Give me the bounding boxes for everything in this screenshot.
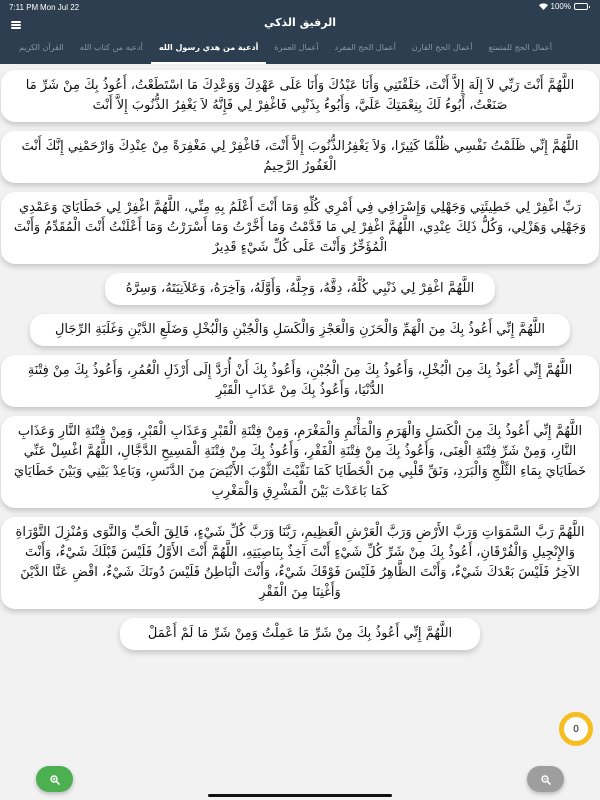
tab-bar — [0, 36, 600, 64]
tab-hajj-tamattu[interactable]: أعمال الحج للمتمتع — [488, 43, 552, 52]
zoom-out-button[interactable] — [527, 766, 564, 792]
dua-card[interactable]: اللَّهُمَّ أَنْتَ رَبِّي لاَ إِلَهَ إِلاَّ أَنْتَ، خَلَقْتَنِي وَأَنَا عَبْدُكَ وَأَنَا عَلَى عَهْدِكَ وَوَعْدِكَ مَا اسْتَطَعْتُ، أَعُوذُ بِكَ مِنْ شَرِّ مَا صَنَعْتُ، أَبُوءُ لَكَ بِنِعْمَتِكَ عَلَيَّ، وَأَبُوءُ بِذَنْبِي فَاغْفِرْ لِي فَإِنَّهُ لاَ يَغْفِرُ الذُّنُوبَ إِلاَّ أَنْتَ — [1, 70, 599, 122]
app-header — [0, 0, 600, 64]
status-date: Mon Jul 22 — [40, 3, 80, 12]
dua-card[interactable]: رَبِّ اغْفِرْ لِي خَطِيئَتِي وَجَهْلِي وَإِسْرَافِي فِي أَمْرِي كُلِّهِ وَمَا أَنْتَ أَعْلَمُ بِهِ مِنِّي، اللَّهُمَّ اغْفِرْ لِي خَطَايَايَ وَعَمْدِي وَجَهْلِي وَهَزْلِي، وَكُلُّ ذَلِكَ عِنْدِي، اللَّهُمَّ اغْفِرْ لِي مَا قَدَّمْتُ وَمَا أَخَّرْتُ وَمَا أَسْرَرْتُ وَمَا أَعْلَنْتُ أَنْتَ الْمُقَدِّمُ وَأَنْتَ الْمُؤَخِّرُ وَأَنْتَ عَلَى كُلِّ شَيْءٍ قَدِيرٌ — [1, 192, 599, 264]
zoom-in-icon — [50, 770, 60, 789]
tab-holy-quran[interactable]: القرآن الكريم — [18, 43, 64, 52]
status-indicators — [539, 2, 588, 11]
dua-card[interactable]: اللَّهُمَّ رَبَّ السَّمَوَاتِ وَرَبَّ الأَرْضِ وَرَبَّ الْعَرْشِ الْعَظِيمِ، رَبَّنَا وَرَبَّ كُلِّ شَيْءٍ، فَالِقَ الْحَبِّ وَالنَّوَى وَمُنْزِلَ التَّوْرَاةِ وَالإِنْجِيلِ وَالْفُرْقَانِ، أَعُوذُ بِكَ مِنْ شَرِّ كُلِّ شَيْءٍ أَنْتَ آخِذٌ بِنَاصِيَتِهِ، اللَّهُمَّ أَنْتَ الأَوَّلُ فَلَيْسَ قَبْلَكَ شَيْءٌ، وَأَنْتَ الآخِرُ فَلَيْسَ بَعْدَكَ شَيْءٌ، وَأَنْتَ الظَّاهِرُ فَلَيْسَ فَوْقَكَ شَيْءٌ، وَأَنْتَ الْبَاطِنُ فَلَيْسَ دُونَكَ شَيْءٌ، اقْضِ عَنَّا الدَّيْنَ وَأَغْنِنَا مِنَ الْفَقْرِ — [1, 517, 599, 609]
tab-hajj-qiran[interactable]: أعمال الحج القارن — [411, 43, 473, 52]
counter-badge[interactable] — [559, 712, 593, 746]
zoom-in-button[interactable] — [36, 766, 73, 792]
status-bar — [0, 0, 600, 16]
home-indicator — [208, 794, 392, 797]
tab-hajj-ifrad[interactable]: أعمال الحج المفرد — [334, 43, 396, 52]
dua-card[interactable]: اللَّهُمَّ اغْفِرْ لِي ذَنْبِي كُلَّهُ، دِقَّهُ، وَجِلَّهُ، وَأَوَّلَهُ، وَآخِرَهُ، وَعَلاَنِيَتَهُ، وَسِرَّهُ — [105, 273, 495, 305]
tab-prophet-duas[interactable]: أدعية من هدي رسول الله — [151, 36, 267, 64]
zoom-out-icon — [541, 770, 551, 789]
tab-quran-duas[interactable]: أدعية من كتاب الله — [79, 43, 143, 52]
dua-card[interactable]: اللَّهُمَّ إِنِّي أَعُوذُ بِكَ مِنَ الْكَسَلِ وَالْهَرَمِ وَالْمَأْثَمِ وَالْمَغْرَمِ، وَمِنْ فِتْنَةِ الْقَبْرِ وَعَذَابِ الْقَبْرِ، وَمِنْ فِتْنَةِ النَّارِ وَعَذَابِ النَّارِ، وَمِنْ شَرِّ فِتْنَةِ الْغِنَى، وَأَعُوذُ بِكَ مِنْ فِتْنَةِ الْفَقْرِ، وَأَعُوذُ بِكَ مِنْ فِتْنَةِ الْمَسِيحِ الدَّجَّالِ، اللَّهُمَّ اغْسِلْ عَنِّي خَطَايَايَ بِمَاءِ الثَّلْجِ وَالْبَرَدِ، وَنَقِّ قَلْبِي مِنَ الْخَطَايَا كَمَا نَقَّيْتَ الثَّوْبَ الأَبْيَضَ مِنَ الدَّنَسِ، وَبَاعِدْ بَيْنِي وَبَيْنَ خَطَايَايَ كَمَا بَاعَدْتَ بَيْنَ الْمَشْرِقِ وَالْمَغْرِبِ — [1, 416, 599, 508]
battery-icon — [574, 3, 588, 10]
dua-card[interactable]: اللَّهُمَّ إِنِّي ظَلَمْتُ نَفْسِي ظُلْمًا كَثِيرًا، وَلاَ يَغْفِرُالذُّنُوبَ إِلاَّ أَنْتَ، فَاغْفِرْ لِي مَغْفِرَةً مِنْ عِنْدِكَ وَارْحَمْنِي إِنَّكَ أَنْتَ الْغَفُورُ الرَّحِيمُ — [1, 131, 599, 183]
app-title: الرفيق الذكي — [264, 16, 336, 29]
dua-list — [0, 64, 600, 658]
counter-value: 0 — [573, 723, 579, 735]
battery-percentage: 100% — [550, 2, 571, 11]
tab-umrah[interactable]: أعمال العمرة — [274, 43, 319, 52]
dua-card[interactable]: اللَّهُمَّ إِنِّي أَعُوذُ بِكَ مِنْ شَرِّ مَا عَمِلْتُ وَمِنْ شَرِّ مَا لَمْ أَعْمَلْ — [120, 618, 480, 650]
status-time: 7:11 PM — [9, 3, 39, 12]
wifi-icon — [539, 3, 548, 10]
dua-card[interactable]: اللَّهُمَّ إِنِّي أَعُوذُ بِكَ مِنَ الْبُخْلِ، وَأَعُوذُ بِكَ مِنَ الْجُبْنِ، وَأَعُوذُ بِكَ أَنْ أُرَدَّ إِلَى أَرْذَلِ الْعُمُرِ، وَأَعُوذُ بِكَ مِنْ فِتْنَةِ الدُّنْيَا، وَأَعُوذُ بِكَ مِنْ عَذَابِ الْقَبْرِ — [1, 355, 599, 407]
dua-card[interactable]: اللَّهُمَّ إِنِّي أَعُوذُ بِكَ مِنَ الْهَمِّ وَالْحَزَنِ وَالْعَجْزِ وَالْكَسَلِ وَالْجُبْنِ وَالْبُخْلِ وَضَلَعِ الدَّيْنِ وَغَلَبَةِ الرِّجَالِ — [30, 314, 570, 346]
